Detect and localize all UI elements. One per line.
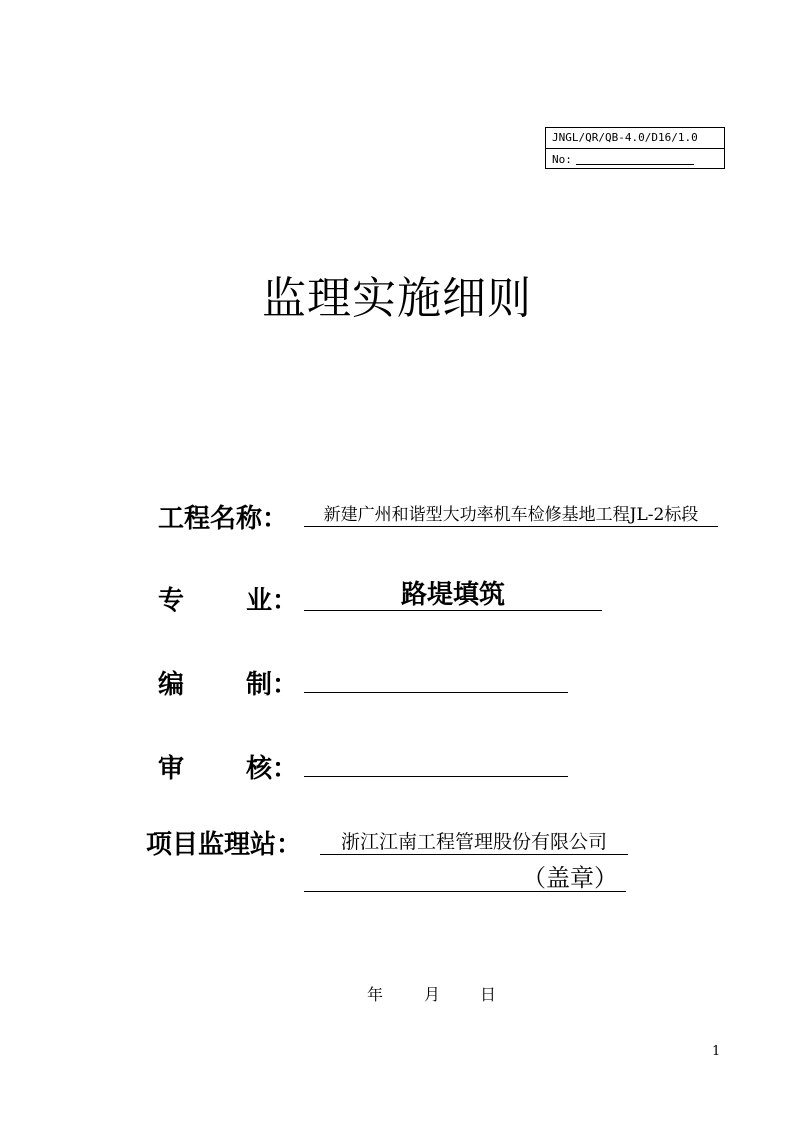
date-year: 年 <box>367 985 384 1004</box>
document-title: 监理实施细则 <box>262 273 532 324</box>
reviewer-label-part1: 审 <box>158 754 185 784</box>
date-day: 日 <box>480 985 497 1004</box>
document-code: JNGL/QR/QB-4.0/D16/1.0 <box>546 128 724 149</box>
reviewer-label-part2: 核： <box>246 754 299 784</box>
project-name-label: 工程名称： <box>158 504 289 534</box>
document-code-box <box>545 127 725 169</box>
document-number-blank <box>576 152 694 165</box>
editor-label-part2: 制： <box>246 670 299 700</box>
reviewer-value-line <box>304 754 568 777</box>
editor-value-line <box>304 670 568 693</box>
project-name-value: 新建广州和谐型大功率机车检修基地工程JL-2标段 <box>304 504 718 527</box>
editor-label-part1: 编 <box>158 670 185 700</box>
document-number-row <box>546 149 724 170</box>
document-number-label: No: <box>552 153 572 166</box>
page-number: 1 <box>712 1044 721 1059</box>
date-month: 月 <box>424 985 441 1004</box>
supervision-station-label: 项目监理站： <box>146 830 303 860</box>
seal-line: （盖章） <box>304 864 626 892</box>
supervision-station-value: 浙江江南工程管理股份有限公司 <box>320 830 628 855</box>
major-value: 路堤填筑 <box>304 580 602 611</box>
major-label-part2: 业： <box>246 586 299 616</box>
major-label-part1: 专 <box>158 586 185 616</box>
